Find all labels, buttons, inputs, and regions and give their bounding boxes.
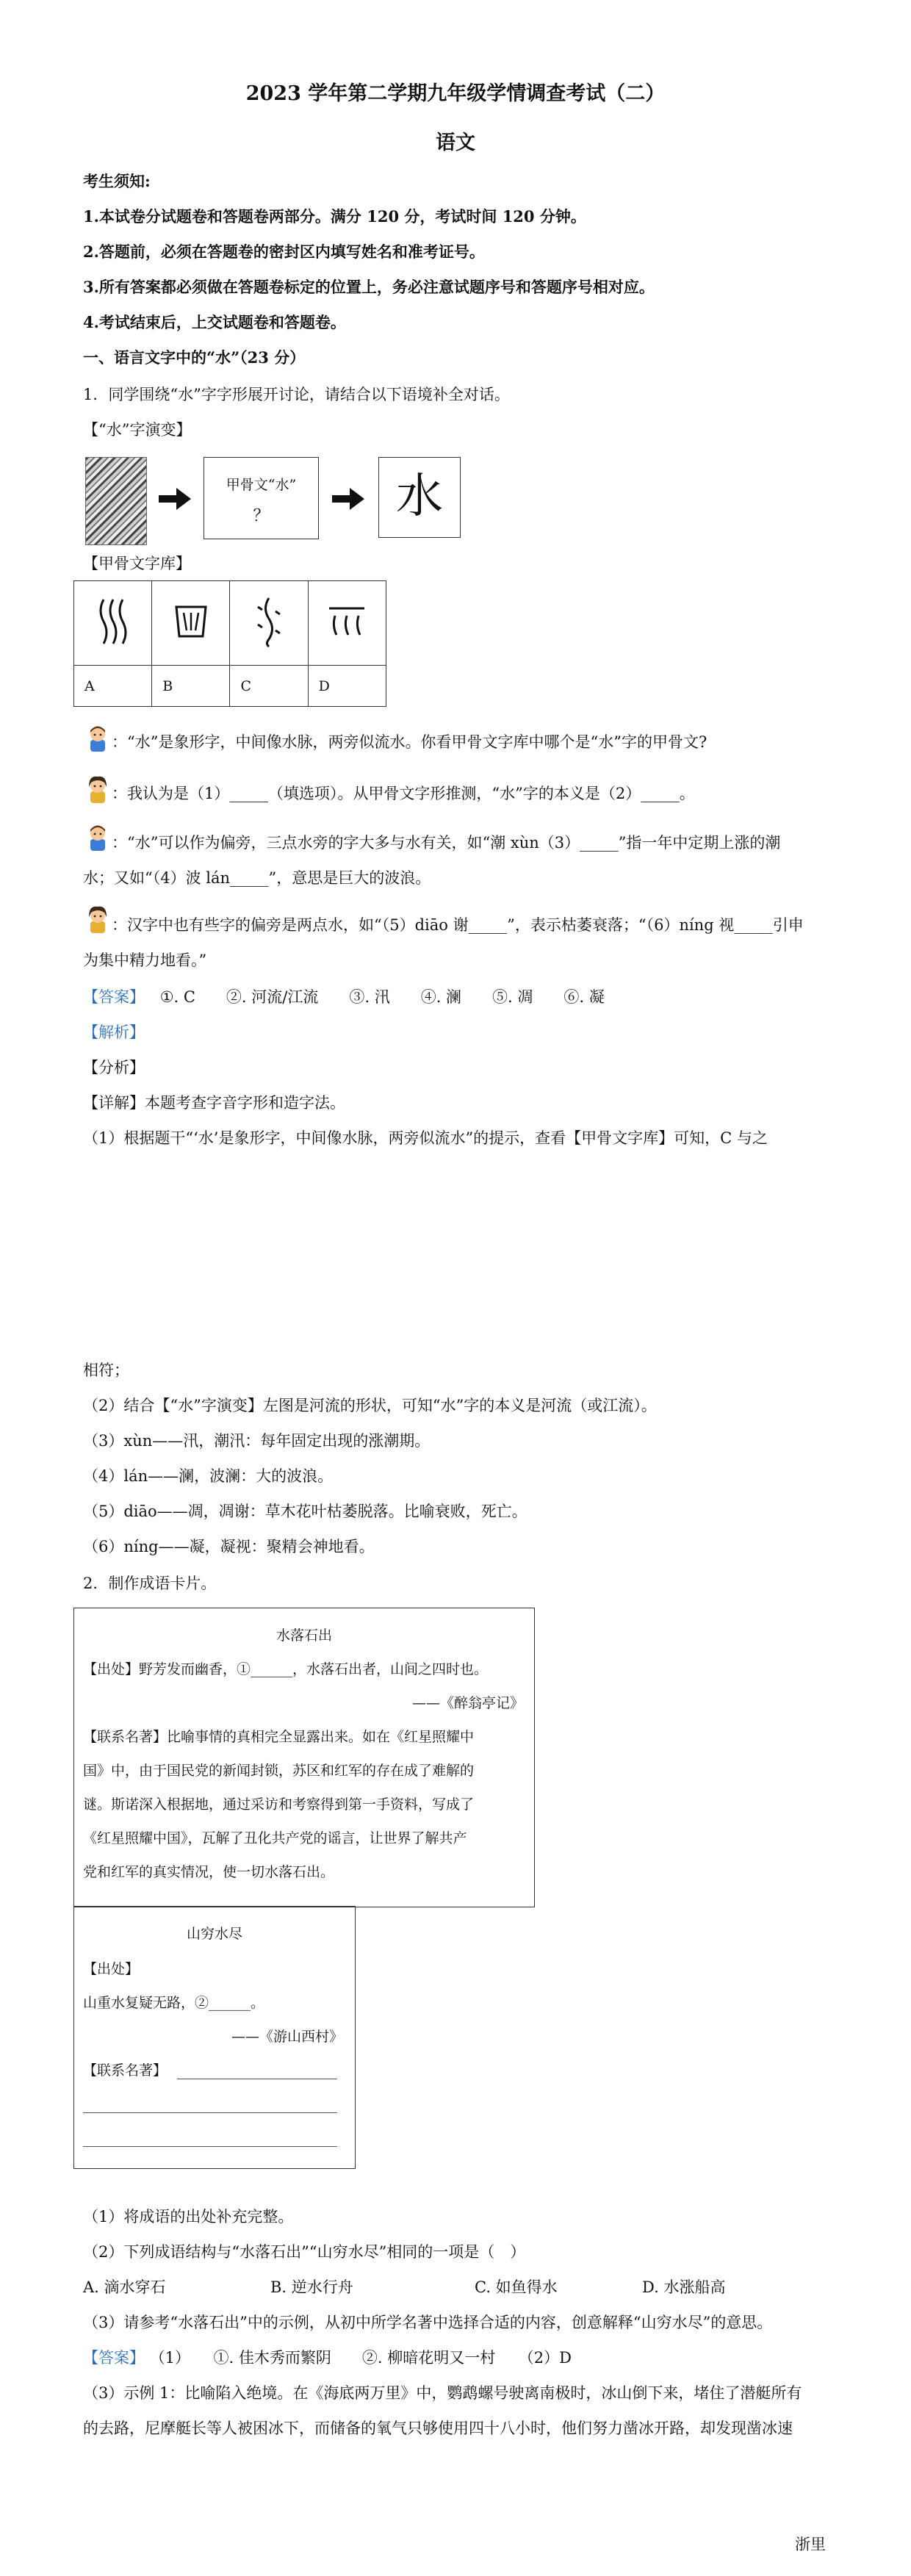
notice-item: 1.本试卷分试题卷和答题卷两部分。满分 120 分，考试时间 120 分钟。 bbox=[83, 207, 586, 226]
dialogue-line: ：“水”可以作为偏旁，三点水旁的字大多与水有关，如“潮 xùn（3）_____”指一年中定期上涨的潮 bbox=[112, 834, 781, 852]
blank-line bbox=[83, 2146, 337, 2147]
oracle-water-box bbox=[204, 457, 319, 539]
sub-question: （2）下列成语结构与“水落石出”“山穷水尽”相同的一项是（ ） bbox=[83, 2243, 526, 2261]
answer-text: （3）示例 1：比喻陷入绝境。在《海底两万里》中，鹦鹉螺号驶离南极时，冰山倒下来，堵住了潜艇所有 bbox=[83, 2384, 802, 2402]
card-source: 【出处】野芳发而幽香，①______，水落石出者，山间之四时也。 bbox=[83, 1661, 489, 1677]
notice-item: 2.答题前，必须在答题卷的密封区内填写姓名和准考证号。 bbox=[83, 242, 485, 261]
card-source-ref: ——《游山西村》 bbox=[231, 2029, 343, 2045]
oracle-box-label: 甲骨文“水” bbox=[226, 477, 297, 493]
option-b: B bbox=[152, 666, 230, 707]
card-text-line: 党和红军的真实情况，使一切水落石出。 bbox=[83, 1864, 335, 1880]
arrow-right-icon bbox=[159, 488, 191, 510]
choice-b: B. 逆水行舟 bbox=[270, 2278, 353, 2296]
answer-label: 【答案】 bbox=[83, 2349, 145, 2367]
card-source-label: 【出处】 bbox=[83, 1961, 140, 1977]
card-title: 水落石出 bbox=[276, 1627, 332, 1644]
boy-avatar-icon bbox=[85, 823, 110, 852]
sub-question: （1）将成语的出处补充完整。 bbox=[83, 2208, 294, 2226]
footer-text: 浙里 bbox=[795, 2536, 826, 2553]
option-d: D bbox=[308, 666, 386, 707]
idiom-card-1 bbox=[73, 1608, 535, 1907]
analysis-heading: 【分析】 bbox=[83, 1059, 145, 1076]
detail-text: （5）diāo——凋，凋谢：草木花叶枯萎脱落。比喻衰败，死亡。 bbox=[83, 1503, 527, 1520]
detail-text: （1）根据题干“‘水’是象形字，中间像水脉，两旁似流水”的提示，查看【甲骨文字库】可知，C 与之 bbox=[83, 1129, 768, 1147]
modern-char: 水 bbox=[396, 469, 443, 524]
girl-avatar-icon bbox=[85, 775, 110, 805]
detail-text: （6）níng——凝，凝视：聚精会神地看。 bbox=[83, 1538, 375, 1555]
dialogue-line: ：汉字中也有些字的偏旁是两点水，如“（5）diāo 谢_____”，表示枯萎衰落；“（6）níng 视_____引申 bbox=[112, 916, 804, 934]
blank-line bbox=[83, 2112, 337, 2113]
card-link-label: 【联系名著】 bbox=[83, 2062, 168, 2079]
card-text-line: 谜。斯诺深入根据地，通过采访和考察得到第一手资料，写成了 bbox=[83, 1796, 475, 1813]
card-source-ref: ——《醉翁亭记》 bbox=[411, 1695, 524, 1711]
arrow-right-icon bbox=[332, 488, 364, 510]
river-image bbox=[85, 457, 147, 545]
idiom-card-2 bbox=[73, 1906, 356, 2169]
notice-item: 4.考试结束后，上交试题卷和答题卷。 bbox=[83, 313, 346, 331]
choice-d: D. 水涨船高 bbox=[642, 2278, 726, 2296]
choice-a: A. 滴水穿石 bbox=[83, 2278, 166, 2296]
answer-label: 【答案】 bbox=[83, 988, 145, 1006]
answer-text: ①. C ②. 河流/江流 ③. 汛 ④. 澜 ⑤. 凋 ⑥. 凝 bbox=[159, 988, 605, 1006]
girl-avatar-icon bbox=[85, 905, 110, 935]
dialogue-line: 水；又如“（4）波 lán_____”，意思是巨大的波浪。 bbox=[83, 869, 431, 887]
card-text-line: 国》中，由于国民党的新闻封锁，苏区和红军的存在成了难解的 bbox=[83, 1763, 475, 1779]
oracle-glyph-d bbox=[308, 581, 386, 666]
answer-row bbox=[83, 986, 605, 1008]
answer-text: （1） ①. 佳木秀而繁阴 ②. 柳暗花明又一村 （2）D bbox=[149, 2349, 572, 2367]
answer-text: 的去路，尼摩艇长等人被困冰下，而储备的氧气只够使用四十八小时，他们努力凿冰开路，却发现凿冰速 bbox=[83, 2420, 793, 2437]
question-stem: 1．同学围绕“水”字字形展开讨论，请结合以下语境补全对话。 bbox=[83, 386, 510, 403]
oracle-glyph-b bbox=[152, 581, 230, 666]
oracle-glyph-a bbox=[74, 581, 152, 666]
detail-text: （2）结合【“水”字演变】左图是河流的形状，可知“水”字的本义是河流（或江流）。 bbox=[83, 1397, 657, 1414]
notice-item: 3.所有答案都必须做在答题卷标定的位置上，务必注意试题序号和答题序号相对应。 bbox=[83, 278, 655, 296]
option-a: A bbox=[74, 666, 152, 707]
card-text-line: 《红星照耀中国》，瓦解了丑化共产党的谣言，让世界了解共产 bbox=[83, 1830, 467, 1846]
option-c: C bbox=[230, 666, 308, 707]
oracle-library-table bbox=[73, 580, 386, 707]
oracle-glyph-c bbox=[230, 581, 308, 666]
detail-text: 相符； bbox=[83, 1361, 129, 1379]
section-heading: 一、语言文字中的“水”（23 分） bbox=[83, 348, 306, 367]
dialogue-line: ：“水”是象形字，中间像水脉，两旁似流水。你看甲骨文字库中哪个是“水”字的甲骨文? bbox=[112, 733, 707, 751]
detail-text: （3）xùn——汛，潮汛：每年固定出现的涨潮期。 bbox=[83, 1432, 431, 1450]
card-text-line: 【联系名著】比喻事情的真相完全显露出来。如在《红星照耀中 bbox=[83, 1729, 475, 1745]
question-stem: 2．制作成语卡片。 bbox=[83, 1575, 217, 1592]
oracle-box-question: ？ bbox=[253, 507, 270, 525]
dialogue-line: ：我认为是（1）_____（填选项）。从甲骨文字形推测，“水”字的本义是（2）_____。 bbox=[112, 785, 695, 802]
card-title: 山穷水尽 bbox=[186, 1926, 242, 1942]
choice-c: C. 如鱼得水 bbox=[475, 2278, 558, 2296]
detail-text: （4）lán——澜，波澜：大的波浪。 bbox=[83, 1467, 334, 1485]
page-title: 2023 学年第二学期九年级学情调查考试（二） bbox=[245, 82, 666, 105]
evolution-label: 【“水”字演变】 bbox=[83, 421, 192, 439]
boy-avatar-icon bbox=[85, 724, 110, 753]
card-source-line: 山重水复疑无路，②______。 bbox=[83, 1995, 265, 2011]
modern-char-box bbox=[378, 457, 461, 538]
answer-row bbox=[83, 2347, 572, 2369]
detail-text: 【详解】本题考查字音字形和造字法。 bbox=[83, 1094, 345, 1112]
library-label: 【甲骨文字库】 bbox=[83, 555, 191, 572]
notice-heading: 考生须知: bbox=[83, 172, 151, 190]
sub-question: （3）请参考“水落石出”中的示例，从初中所学名著中选择合适的内容，创意解释“山穷水尽”的意思。 bbox=[83, 2314, 773, 2331]
analysis-label: 【解析】 bbox=[83, 1023, 145, 1041]
subject-title: 语文 bbox=[436, 132, 475, 154]
dialogue-line: 为集中精力地看。” bbox=[83, 951, 207, 969]
